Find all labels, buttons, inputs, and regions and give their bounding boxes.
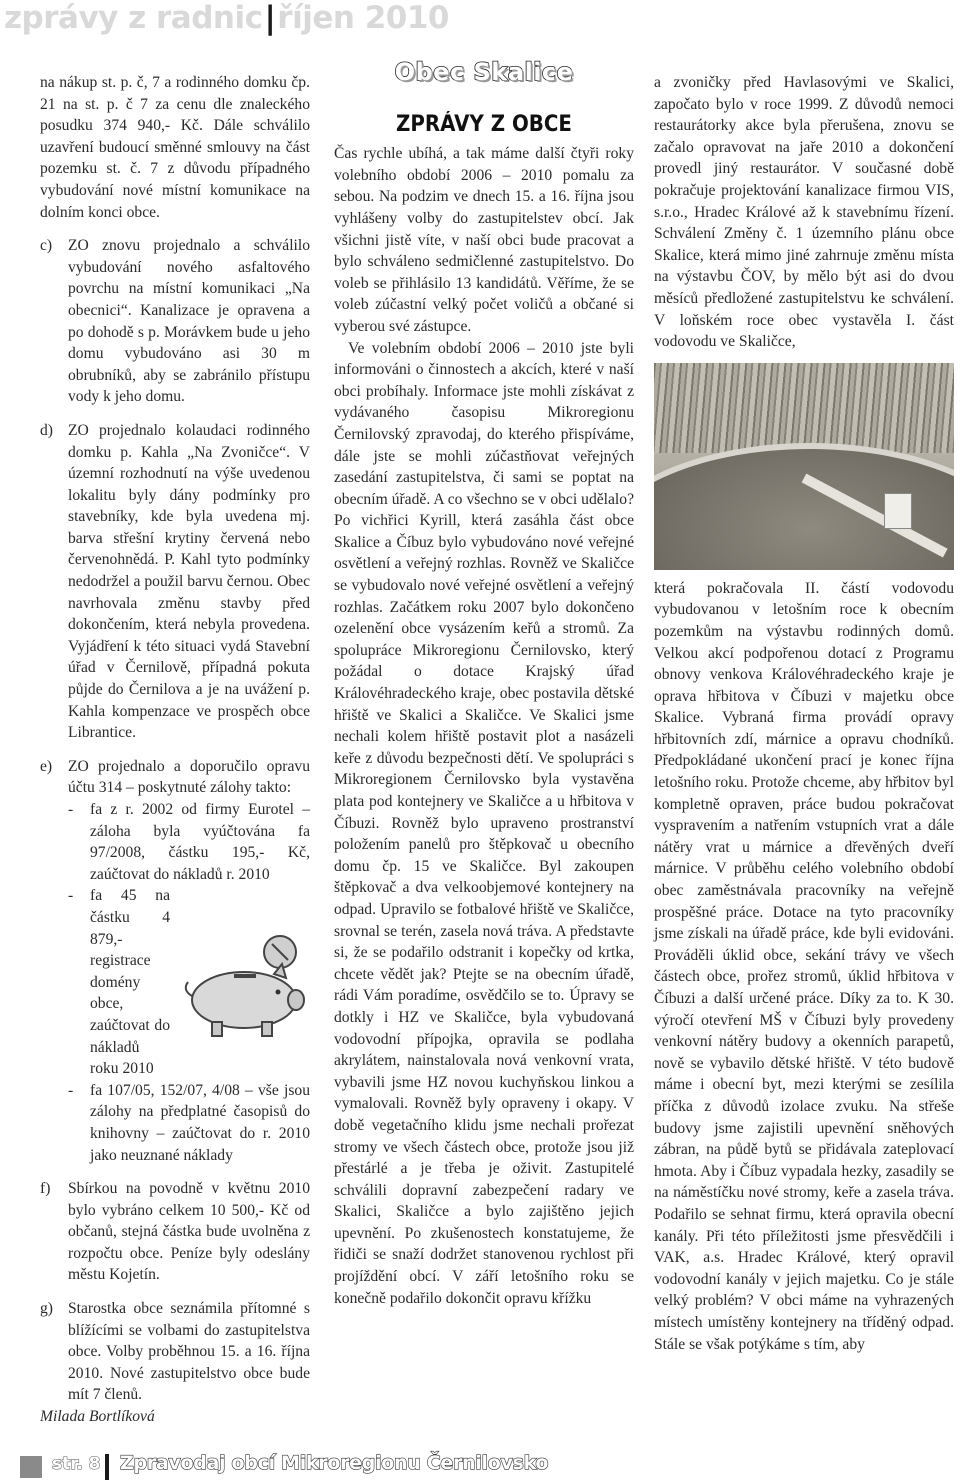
dash-text: fa 45 na částku 4 879,- registrace domény obce, zaúčtovat do nákladů roku 2010 <box>90 887 170 1078</box>
article-paragraph: Čas rychle ubíhá, a tak máme další čtyři roky volebního období 2006 – 2010 pomalu za sebou. Na podzim ve dnech 15. a 16. října jsou vyhlášeny volby do zastupitelstev obcí. Jak všichni jistě víte, v naší obci bude pracovat a bylo schváleno sedmičlenné zastupitelstvo. Do voleb se přihlásilo 13 kandidátů. Věříme, že se voleb zúčastní velký počet voličů a občané si vyberou své zástupce. <box>334 145 634 335</box>
item-text: Starostka obce seznámila přítomné s blížícími se volbami do zastupitelstva obce. Volby proběhnou 15. a 16. října 2010. Nové zastupitelstvo obce bude mít 7 členů. <box>68 1300 310 1404</box>
column-1 <box>40 72 310 1428</box>
col1-intro: na nákup st. p. č, 7 a rodinného domku čp. 21 na st. p. č 7 za cenu dle znaleckého posudku 374 940,- Kč. Dále schválilo uzavření budoucí směnné smlouvy na část pozemku st. č. 7 z důvodu případného vybudování nové místní komunikace na dolním konci obce. <box>40 74 310 221</box>
footer-title: Zpravodaj obcí Mikroregionu Černilovsko <box>120 1452 549 1474</box>
item-text: ZO projednalo kolaudaci rodinného domku p. Kahla „Na Zvoničce“. V územní rozhodnutí na výše uvedenou lokalitu byly dány podmínky pro stavebníky, kde byla uvedena mj. barva střešní krytiny červená nebo červenohnědá. P. Kahl tyto podmínky nedodržel a použil barvu černou. Obec navrhovala změnu stavby před dokončením, která nebyla provedena. Vyjádření k této situaci vydá Stavební úřad v Černilově, případná pokuta půjde do Černilova a je na uvážení p. Kahla kompenzace ve prospěch obce Librantice. <box>68 421 310 742</box>
item-text: Sbírkou na povodně v květnu 2010 bylo vybráno celkem 10 500,- Kč od občanů, stejná částka bude uvolněna z rozpočtu obce. Peníze byly odeslány městu Kojetín. <box>68 1180 310 1284</box>
dash-label: - <box>68 1081 74 1099</box>
list-item <box>40 235 310 408</box>
dash-item <box>68 799 310 885</box>
article-paragraph: a zvoničky před Havlasovými ve Skalici, započato bylo v roce 1999. Z důvodů nemoci restaurátorky akce byla přerušena, znovu se začalo opravovat na jaře 2010 a dokončení provedl jiný restaurátor. V současné době pokračuje projektování kanalizace firmou VIS, s.r.o., Hradec Králové až k stavebnímu řízení. Schválení Změny č. 1 územního plánu obce Skalice, která mimo jiné zahrnuje změnu místa na výstavbu ČOV, by mělo být asi do dvou měsíců předložené zastupitelstvu ke schválení. V loňském roce obec vystavěla I. část vodovodu ve Skaličce, <box>654 74 954 351</box>
footer-square-icon <box>20 1456 42 1478</box>
column-2 <box>334 56 634 1309</box>
piggy-bank-illustration <box>178 930 318 1040</box>
photo-control-box <box>884 493 912 529</box>
dash-label: - <box>68 887 74 905</box>
item-label: c) <box>40 237 53 255</box>
column-3 <box>654 72 954 1355</box>
sewage-treatment-photo <box>654 363 954 570</box>
article-heading: ZPRÁVY Z OBCE <box>396 111 572 137</box>
section-banner: Obec Skalice <box>394 58 574 86</box>
page-number: str. 8 <box>52 1454 101 1474</box>
article-paragraph: Ve volebním období 2006 – 2010 jste byli informováni o činnostech a akcích, které v naší obci probíhaly. Informace jste mohli získávat z vydávaného časopisu Mikroregionu Černilovský zpravodaj, do kterého přispíváme, dále jste se mohli zúčastňovat veřejných zasedání zastupitelstva, či sami se poptat na obecním úřadě. A co všechno se v obci udělalo? Po vichřici Kyrill, která zasáhla část obce Skalice a Číbuz bylo vybudováno nové veřejné osvětlení a veřejný rozhlas. Rovněž ve Skaličce se vybudovalo nové veřejné osvětlení a veřejný rozhlas. Začátkem roku 2007 bylo dokončeno ozelenění obce vysázením keřů a stromů. Za spolupráce Mikroregionu Černilovsko, který požádal o dotace Krajský úřad Královéhradeckého kraje, obec postavila dětské hřiště ve Skalici a Skaličce. Ve Skalici jsme nechali kolem hřiště postavit plot a nasázeli keře z důvodu bezpečnosti dětí. Ve spolupráci s Mikroregionem Černilovsko byla vystavěna plata pod kontejnery ve Skaličce a u hřbitova v Číbuzi. Rovněž bylo upraveno prostranství položením panelů pro štěpkovač u obecního domu čp. 15 ve Skaličce. Byl zakoupen štěpkovač a dva velkoobjemové kontejnery na odpad. Upravilo se fotbalové hřiště ve Skaličce, srovnal se terén, zasela nová tráva. A představte si, že se podařilo odstranit i kopečky od krtka, chcete vědět jak? Ptejte se na obecním úřadě, rádi Vám poradíme, osvědčilo se to. Úpravy se dotkly i HZ ve Skaličce, byla vybudovaná vodovodní přípojka, opravila se podlaha akrylátem, nainstalovala nová venkovní vrata, vybavili jsme HZ novou kuchyňskou linkou a vymalovali. Rovněž byly opraveny i okapy. V době vegetačního klidu jsme nechali prořezat stromy ve všech částech obce, protože jsou již přestárlé a je třeba je oživit. Zastupitelé schválili dopravní zabezpečení radary ve Skalici, Skaličce a bylo zajištěno jejich upevnění. Po zkušenostech konstatujeme, že řidiči se snaží dodržet stanovenou rychlost při projíždění obcí. V září letošního roku se konečně podařilo dokončit opravu křížku <box>334 339 634 1307</box>
dash-item <box>68 1080 310 1166</box>
item-text: ZO projednalo a doporučilo opravu účtu 314 – poskytnuté zálohy takto: <box>68 757 310 797</box>
masthead-title <box>4 0 449 36</box>
item-label: e) <box>40 757 53 775</box>
item-label: g) <box>40 1300 53 1318</box>
item-label: f) <box>40 1180 51 1198</box>
author-signature: Milada Bortlíková <box>40 1408 155 1426</box>
dash-text: fa z r. 2002 od firmy Eurotel – záloha byla vyúčtována fa 97/2008, částku 195,- Kč, zaúčtovat do nákladů r. 2010 <box>90 801 310 883</box>
masthead-issue: říjen 2010 <box>277 0 449 36</box>
masthead <box>0 0 960 44</box>
article-paragraph: která pokračovala II. částí vodovodu vybudovanou v letošním roce k obecním pozemkům na výstavbu rodinných domů. Velkou akcí podpořenou dotací z Programu obnovy venkova Královéhradeckého kraje je oprava hřbitova v Číbuzi v majetku obce Skalice. Vybraná firma provádí opravy hřbitovních zdí, márnice a opravu chodníků. Předpokládané ukončení prací je konec října letošního roku. Protože chceme, aby hřbitov byl kompletně opraven, práce budou pokračovat vyspravením a natřením vstupních vrat a dále nátěry vrat u márnice a dřevěných dveří márnice. V průběhu celého volebního období obec zaměstnávala pracovníky na veřejně prospěšné práce. Dotace na tyto pracovníky jsme získali na úřadě práce, kde byli evidováni. Prováděli úklid obce, sekání trávy ve všech částech obce, prořez stromů, úklid hřbitova v Číbuzi a další určené práce. Díky za to. K 30. výročí otevření MŠ v Číbuzi byly provedeny venkovní nátěry budovy a okenních parapetů, nově se vybavilo dětské hřiště. V této budově máme i obecní byt, mezi kterými se zesílila příčka z důvodů izolace zvuku. Na střeše budovy jsme zajistili upevnění sněhových zábran, na půdě bytů se přidávala zateplovací hmota. Aby i Číbuz vypadala hezky, zasadily se na náměstíčku nové stromy, keře a zasela tráva. Podařilo se sehnat firmu, která opravila obecní kanály. Při této příležitosti jsme přesvědčili i VAK, a.s. Hradec Králové, který opravil vodovodní kanály v jejich majetku. Co je stále velký problém? V obci máme na vyhrazených místech umístěny kontejnery na tříděný odpad. Stále se však potýkáme s tím, aby <box>654 579 954 1353</box>
page-footer <box>0 1446 960 1479</box>
dash-label: - <box>68 801 74 818</box>
dash-text: fa 107/05, 152/07, 4/08 – vše jsou zálohy na předplatné časopisů do knihovny – zaúčtovat do r. 2010 jako neuznané náklady <box>90 1081 310 1164</box>
photo-trees <box>654 363 954 453</box>
list-item <box>40 1298 310 1406</box>
item-text: ZO znovu projednalo a schválilo vybudování nového asfaltového povrchu na místní komunikaci „Na obecnici“. Kanalizace je opravena a po dohodě s p. Morávkem bude u jeho domu vybudováno asi 30 m obrubníků, aby se zabránilo přístupu vody k jeho domu. <box>68 237 310 406</box>
masthead-divider: | <box>264 0 276 36</box>
item-label: d) <box>40 421 53 439</box>
list-item <box>40 420 310 744</box>
footer-divider <box>105 1454 109 1480</box>
list-item <box>40 1178 310 1286</box>
masthead-section: zprávy z radnic <box>4 0 263 36</box>
